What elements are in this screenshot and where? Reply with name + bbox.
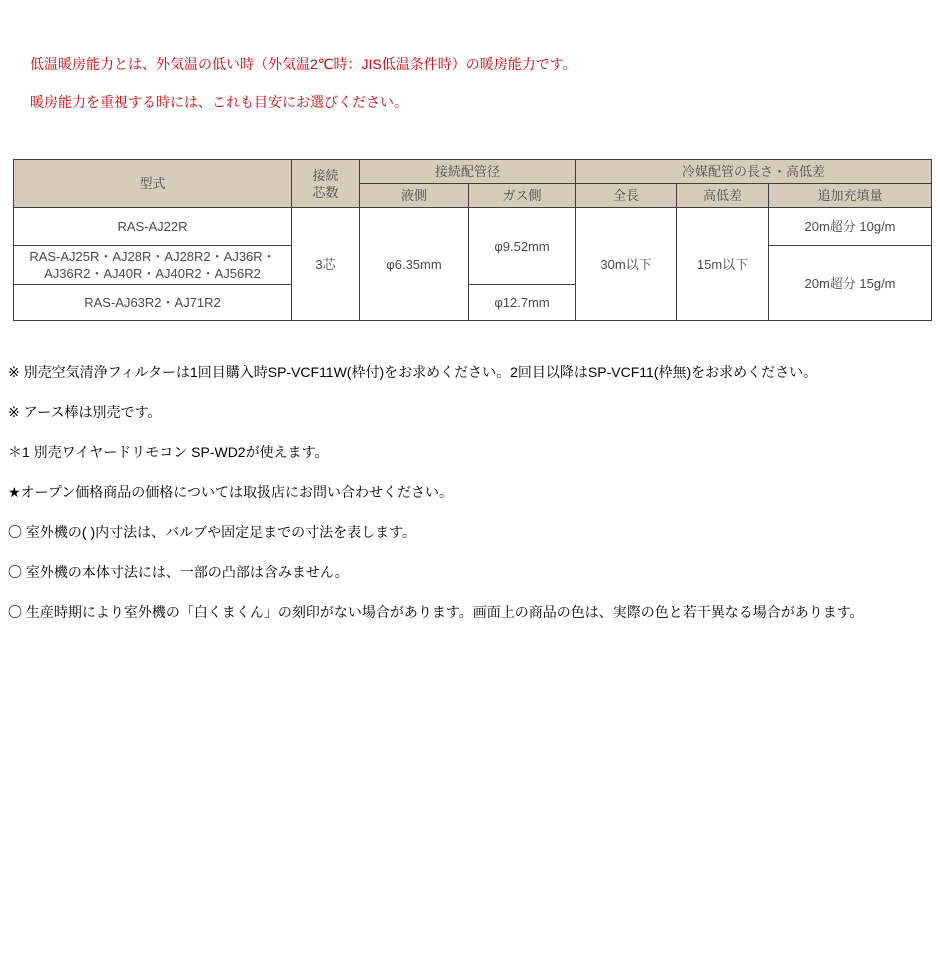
col-header-model: 型式 (14, 160, 292, 208)
col-header-cores (292, 160, 360, 208)
header-row-1 (14, 160, 932, 184)
footnote-open-price: ★オープン価格商品の価格については取扱店にお問い合わせください。 (8, 484, 454, 500)
footnotes (8, 363, 934, 621)
col-header-height-diff: 高低差 (677, 184, 769, 208)
piping-spec-table (13, 159, 932, 321)
footnote-filter: ※ 別売空気清浄フィルターは1回目購入時SP-VCF11W(枠付)をお求めください。2回目以降はSP-VCF11(枠無)をお求めください。 (8, 364, 818, 380)
intro-line-1: 低温暖房能力とは、外気温の低い時（外気温2℃時：JIS低温条件時）の暖房能力です。 (30, 56, 577, 72)
additional-charge-cell-2: 20m超分 15g/m (769, 246, 932, 321)
intro-note (30, 36, 940, 131)
col-header-gas-side: ガス側 (469, 184, 576, 208)
col-header-total-length: 全長 (576, 184, 677, 208)
footnote-earth-rod: ※ アース棒は別売です。 (8, 404, 162, 420)
gas-side-value-cell-1: φ9.52mm (469, 208, 576, 285)
cores-value-cell: 3芯 (292, 208, 360, 321)
col-header-pipe-diameter: 接続配管径 (360, 160, 576, 184)
model-cell-row1: RAS-AJ22R (14, 208, 292, 246)
footnote-wired-remote: ＊1 別売ワイヤードリモコン SP-WD2が使えます。 (8, 444, 329, 460)
intro-line-2: 暖房能力を重視する時には、これも目安にお選びください。 (30, 94, 408, 110)
footnote-engraving-color: 〇 生産時期により室外機の「白くまくん」の刻印がない場合があります。画面上の商品の色は、実際の色と若干異なる場合があります。 (8, 604, 864, 620)
col-header-additional-charge: 追加充填量 (769, 184, 932, 208)
model-cell-row3: RAS-AJ63R2・AJ71R2 (14, 285, 292, 321)
footnote-body-dimensions: 〇 室外機の本体寸法には、一部の凸部は含みません。 (8, 564, 349, 580)
col-header-refrigerant-length: 冷媒配管の長さ・高低差 (576, 160, 932, 184)
col-header-cores-label: 接続芯数 (312, 167, 339, 200)
col-header-liquid-side: 液側 (360, 184, 469, 208)
footnote-outdoor-unit-dimensions: 〇 室外機の( )内寸法は、バルブや固定足までの寸法を表します。 (8, 524, 416, 540)
gas-side-value-cell-2: φ12.7mm (469, 285, 576, 321)
height-diff-value-cell: 15m以下 (677, 208, 769, 321)
model-cell-row2: RAS-AJ25R・AJ28R・AJ28R2・AJ36R・AJ36R2・AJ40R・AJ40R2・AJ56R2 (14, 246, 292, 285)
total-length-value-cell: 30m以下 (576, 208, 677, 321)
liquid-side-value-cell: φ6.35mm (360, 208, 469, 321)
additional-charge-cell-1: 20m超分 10g/m (769, 208, 932, 246)
table-row-aj22r (14, 208, 932, 246)
